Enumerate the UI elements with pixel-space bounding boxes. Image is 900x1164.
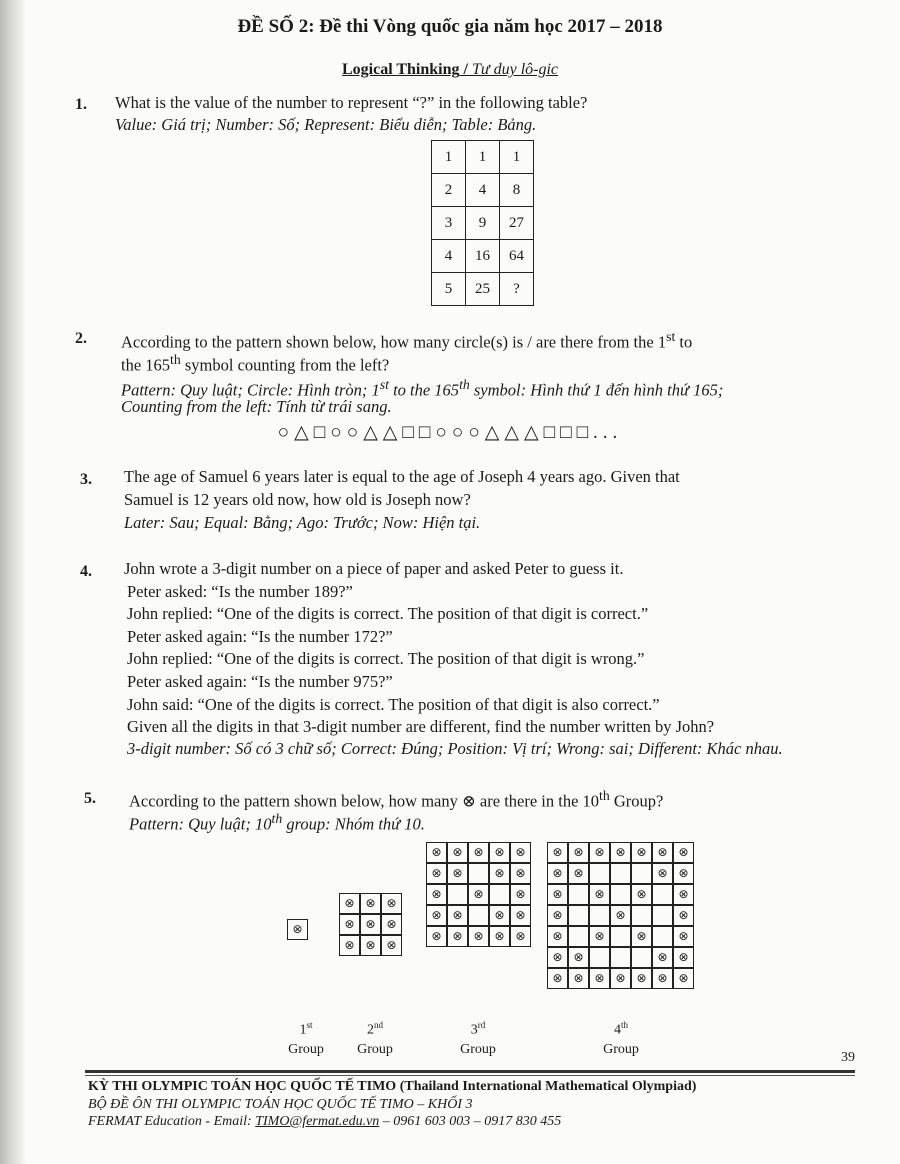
group-ordinal: nd (374, 1020, 383, 1030)
pattern-cell (652, 926, 673, 947)
page-number: 39 (841, 1050, 855, 1065)
page-title: ĐỀ SỐ 2: Đề thi Vòng quốc gia năm học 2017 – 2018 (237, 16, 663, 37)
pattern-cell: ⊗ (589, 884, 610, 905)
pattern-cell: ⊗ (589, 968, 610, 989)
pattern-cell: ⊗ (339, 935, 360, 956)
pattern-cell (489, 884, 510, 905)
pattern-cell (652, 905, 673, 926)
q1-table-cell: 25 (466, 273, 500, 306)
q2-gloss-sup-th: th (459, 377, 470, 392)
group-label (455, 1016, 501, 1059)
footer-phones: – 0961 603 003 – 0917 830 455 (379, 1114, 562, 1129)
q3-line2: Samuel is 12 years old now, how old is Joseph now? (124, 490, 471, 509)
q5-gloss (129, 808, 425, 836)
q4-line: Given all the digits in that 3-digit number are different, find the number written by John? (127, 717, 715, 737)
pattern-cell: ⊗ (426, 863, 447, 884)
q4-line: John wrote a 3-digit number on a piece of paper and asked Peter to guess it. (124, 559, 624, 578)
pattern-cell (631, 947, 652, 968)
pattern-cell: ⊗ (447, 905, 468, 926)
q4-line: Peter asked: “Is the number 189?” (127, 581, 353, 601)
q2-line1-end: to (675, 332, 693, 352)
pattern-cell: ⊗ (468, 926, 489, 947)
q1-table-cell: 64 (500, 240, 534, 273)
pattern-cell: ⊗ (547, 884, 568, 905)
q5-gloss-b: group: Nhóm thứ 10. (282, 814, 425, 834)
footer-rule (85, 1070, 855, 1073)
pattern-cell: ⊗ (673, 947, 694, 968)
group-label (598, 1016, 644, 1059)
pattern-cell (568, 926, 589, 947)
pattern-cell (610, 884, 631, 905)
pattern-cell: ⊗ (468, 884, 489, 905)
q5-number: 5. (84, 790, 96, 807)
pattern-cell: ⊗ (510, 926, 531, 947)
pattern-cell (447, 884, 468, 905)
q1-table (431, 140, 534, 306)
pattern-cell: ⊗ (589, 842, 610, 863)
pattern-cell: ⊗ (652, 842, 673, 863)
q1-table-cell: 16 (466, 240, 500, 273)
q4-line: John replied: “One of the digits is correct. The position of that digit is wrong.” (127, 649, 645, 669)
group-number: 2 (367, 1022, 374, 1038)
footer-email-link[interactable]: TIMO@fermat.edu.vn (255, 1114, 380, 1129)
pattern-cell: ⊗ (447, 842, 468, 863)
q1-number: 1. (75, 96, 87, 113)
pattern-cell: ⊗ (631, 926, 652, 947)
pattern-cell: ⊗ (673, 926, 694, 947)
pattern-cell: ⊗ (673, 968, 694, 989)
pattern-cell: ⊗ (568, 863, 589, 884)
q2-sup-th: th (170, 352, 181, 367)
pattern-cell: ⊗ (673, 905, 694, 926)
pattern-cell: ⊗ (631, 842, 652, 863)
pattern-cell: ⊗ (547, 905, 568, 926)
pattern-cell: ⊗ (568, 947, 589, 968)
q1-table-cell: 1 (466, 141, 500, 174)
group-word: Group (288, 1041, 324, 1057)
pattern-cell: ⊗ (489, 905, 510, 926)
q2-line2-text: the 165 (121, 355, 171, 375)
q2-gloss-sup-st: st (379, 377, 389, 392)
pattern-cell: ⊗ (510, 863, 531, 884)
q2-line2 (121, 349, 389, 377)
q1-table-cell: 27 (500, 207, 534, 240)
pattern-cell (610, 926, 631, 947)
pattern-cell: ⊗ (610, 968, 631, 989)
group-number: 4 (613, 1022, 621, 1038)
pattern-cell: ⊗ (547, 842, 568, 863)
pattern-cell: ⊗ (547, 968, 568, 989)
pattern-cell: ⊗ (631, 884, 652, 905)
q2-gloss2: Counting from the left: Tính từ trái sang. (121, 397, 392, 416)
pattern-cell: ⊗ (468, 842, 489, 863)
group-ordinal: rd (477, 1020, 486, 1030)
pattern-cell (589, 905, 610, 926)
pattern-cell: ⊗ (360, 914, 381, 935)
q2-line2-end: symbol counting from the left? (180, 355, 390, 375)
footer-line1: KỲ THI OLYMPIC TOÁN HỌC QUỐC TẾ TIMO (Thailand International Mathematical Olympiad) (88, 1079, 697, 1094)
pattern-cell: ⊗ (381, 935, 402, 956)
pattern-cell: ⊗ (673, 884, 694, 905)
q4-gloss: 3-digit number: Số có 3 chữ số; Correct: Đúng; Position: Vị trí; Wrong: sai; Different: Khác nhau. (127, 739, 783, 758)
pattern-cell: ⊗ (447, 926, 468, 947)
q1-table-row (432, 141, 534, 174)
footer-contact-label: FERMAT Education - Email: (88, 1114, 256, 1129)
section-heading-separator: / (459, 61, 472, 78)
pattern-cell: ⊗ (652, 968, 673, 989)
pattern-cell: ⊗ (360, 935, 381, 956)
pattern-cell: ⊗ (287, 919, 308, 940)
pattern-cell: ⊗ (652, 947, 673, 968)
q2-gloss1-b: to the 165 (388, 380, 460, 400)
pattern-cell (631, 863, 652, 884)
pattern-cell: ⊗ (381, 893, 402, 914)
pattern-cell: ⊗ (547, 947, 568, 968)
group-ordinal: st (306, 1020, 313, 1030)
pattern-cell: ⊗ (610, 842, 631, 863)
pattern-cell: ⊗ (339, 914, 360, 935)
q2-gloss1-c: symbol: Hình thứ 1 đến hình thứ 165; (469, 380, 724, 400)
q1-text: What is the value of the number to represent “?” in the following table? (115, 93, 588, 112)
q5-gloss-sup: th (271, 811, 283, 826)
pattern-cell: ⊗ (568, 968, 589, 989)
q2-number: 2. (75, 330, 87, 347)
q1-table-cell: 1 (500, 141, 534, 174)
pattern-cell: ⊗ (426, 905, 447, 926)
pattern-cell (568, 884, 589, 905)
pattern-cell: ⊗ (547, 863, 568, 884)
group-ordinal: th (620, 1020, 628, 1030)
pattern-cell (631, 905, 652, 926)
pattern-cell: ⊗ (426, 884, 447, 905)
group-label (283, 1016, 329, 1059)
pattern-cell (468, 905, 489, 926)
q2-line1-text: According to the pattern shown below, how many circle(s) is / are there from the 1 (121, 332, 667, 352)
q4-line: Peter asked again: “Is the number 975?” (127, 672, 393, 691)
pattern-cell: ⊗ (489, 863, 510, 884)
pattern-cell: ⊗ (339, 893, 360, 914)
q1-gloss: Value: Giá trị; Number: Số; Represent: Biểu diễn; Table: Bảng. (115, 115, 537, 134)
q1-table-cell: 8 (500, 174, 534, 207)
q1-table-row (432, 240, 534, 273)
section-heading-vi: Tư duy lô-gic (471, 61, 559, 78)
group-number: 3 (470, 1022, 478, 1038)
pattern-cell: ⊗ (547, 926, 568, 947)
footer-line2: BỘ ĐỀ ÔN THI OLYMPIC TOÁN HỌC QUỐC TẾ TIMO – KHỐI 3 (88, 1097, 473, 1112)
group-word: Group (603, 1041, 639, 1057)
pattern-cell (610, 863, 631, 884)
group-word: Group (357, 1041, 393, 1057)
q5-sup-th: th (599, 788, 610, 803)
q1-table-cell: 2 (432, 174, 466, 207)
pattern-cell: ⊗ (426, 926, 447, 947)
pattern-cell (589, 863, 610, 884)
page-binding-edge (0, 0, 26, 1164)
pattern-cell: ⊗ (673, 842, 694, 863)
pattern-cell: ⊗ (610, 905, 631, 926)
pattern-cell: ⊗ (568, 842, 589, 863)
q1-table-row (432, 273, 534, 306)
pattern-cell: ⊗ (381, 914, 402, 935)
q5-line1-end: Group? (609, 791, 664, 811)
q5-gloss-a: Pattern: Quy luật; 10 (129, 814, 272, 834)
pattern-cell: ⊗ (510, 905, 531, 926)
pattern-cell: ⊗ (489, 842, 510, 863)
q3-number: 3. (80, 471, 92, 488)
group-number: 1 (299, 1022, 307, 1038)
pattern-cell: ⊗ (510, 842, 531, 863)
q4-number: 4. (80, 563, 92, 580)
q3-gloss: Later: Sau; Equal: Bằng; Ago: Trước; Now: Hiện tại. (124, 513, 481, 532)
q1-table-cell: ? (500, 273, 534, 306)
q1-table-cell: 4 (432, 240, 466, 273)
section-heading-en: Logical Thinking (341, 61, 460, 78)
q4-line: Peter asked again: “Is the number 172?” (127, 626, 393, 646)
pattern-cell (610, 947, 631, 968)
q1-table-cell: 9 (466, 207, 500, 240)
group-label (352, 1016, 398, 1059)
pattern-cell: ⊗ (631, 968, 652, 989)
pattern-cell: ⊗ (426, 842, 447, 863)
q1-table-cell: 1 (432, 141, 466, 174)
pattern-cell: ⊗ (652, 863, 673, 884)
section-heading (0, 61, 900, 79)
q2-sup-st: st (666, 329, 676, 344)
pattern-cell: ⊗ (489, 926, 510, 947)
q1-table-cell: 4 (466, 174, 500, 207)
pattern-cell (468, 863, 489, 884)
pattern-cell: ⊗ (447, 863, 468, 884)
q3-line1: The age of Samuel 6 years later is equal to the age of Joseph 4 years ago. Given that (124, 467, 680, 486)
q2-gloss1-a: Pattern: Quy luật; Circle: Hình tròn; 1 (121, 380, 380, 400)
q2-shape-sequence: ○△□○○△△□□○○○△△△□□□... (277, 422, 623, 443)
q1-table-row (432, 207, 534, 240)
group-word: Group (460, 1041, 496, 1057)
q4-line: John said: “One of the digits is correct. The position of that digit is also correct.” (127, 694, 660, 714)
pattern-cell (652, 884, 673, 905)
pattern-cell (568, 905, 589, 926)
footer-rule-thin (85, 1075, 855, 1076)
q1-table-row (432, 174, 534, 207)
pattern-cell (589, 947, 610, 968)
q1-table-cell: 5 (432, 273, 466, 306)
footer-line3 (88, 1114, 561, 1130)
q4-line: John replied: “One of the digits is correct. The position of that digit is correct.” (127, 604, 649, 624)
pattern-cell: ⊗ (510, 884, 531, 905)
q5-line1-text: According to the pattern shown below, how many ⊗ are there in the 10 (129, 791, 600, 811)
pattern-cell: ⊗ (673, 863, 694, 884)
q1-table-cell: 3 (432, 207, 466, 240)
pattern-cell: ⊗ (360, 893, 381, 914)
pattern-cell: ⊗ (589, 926, 610, 947)
